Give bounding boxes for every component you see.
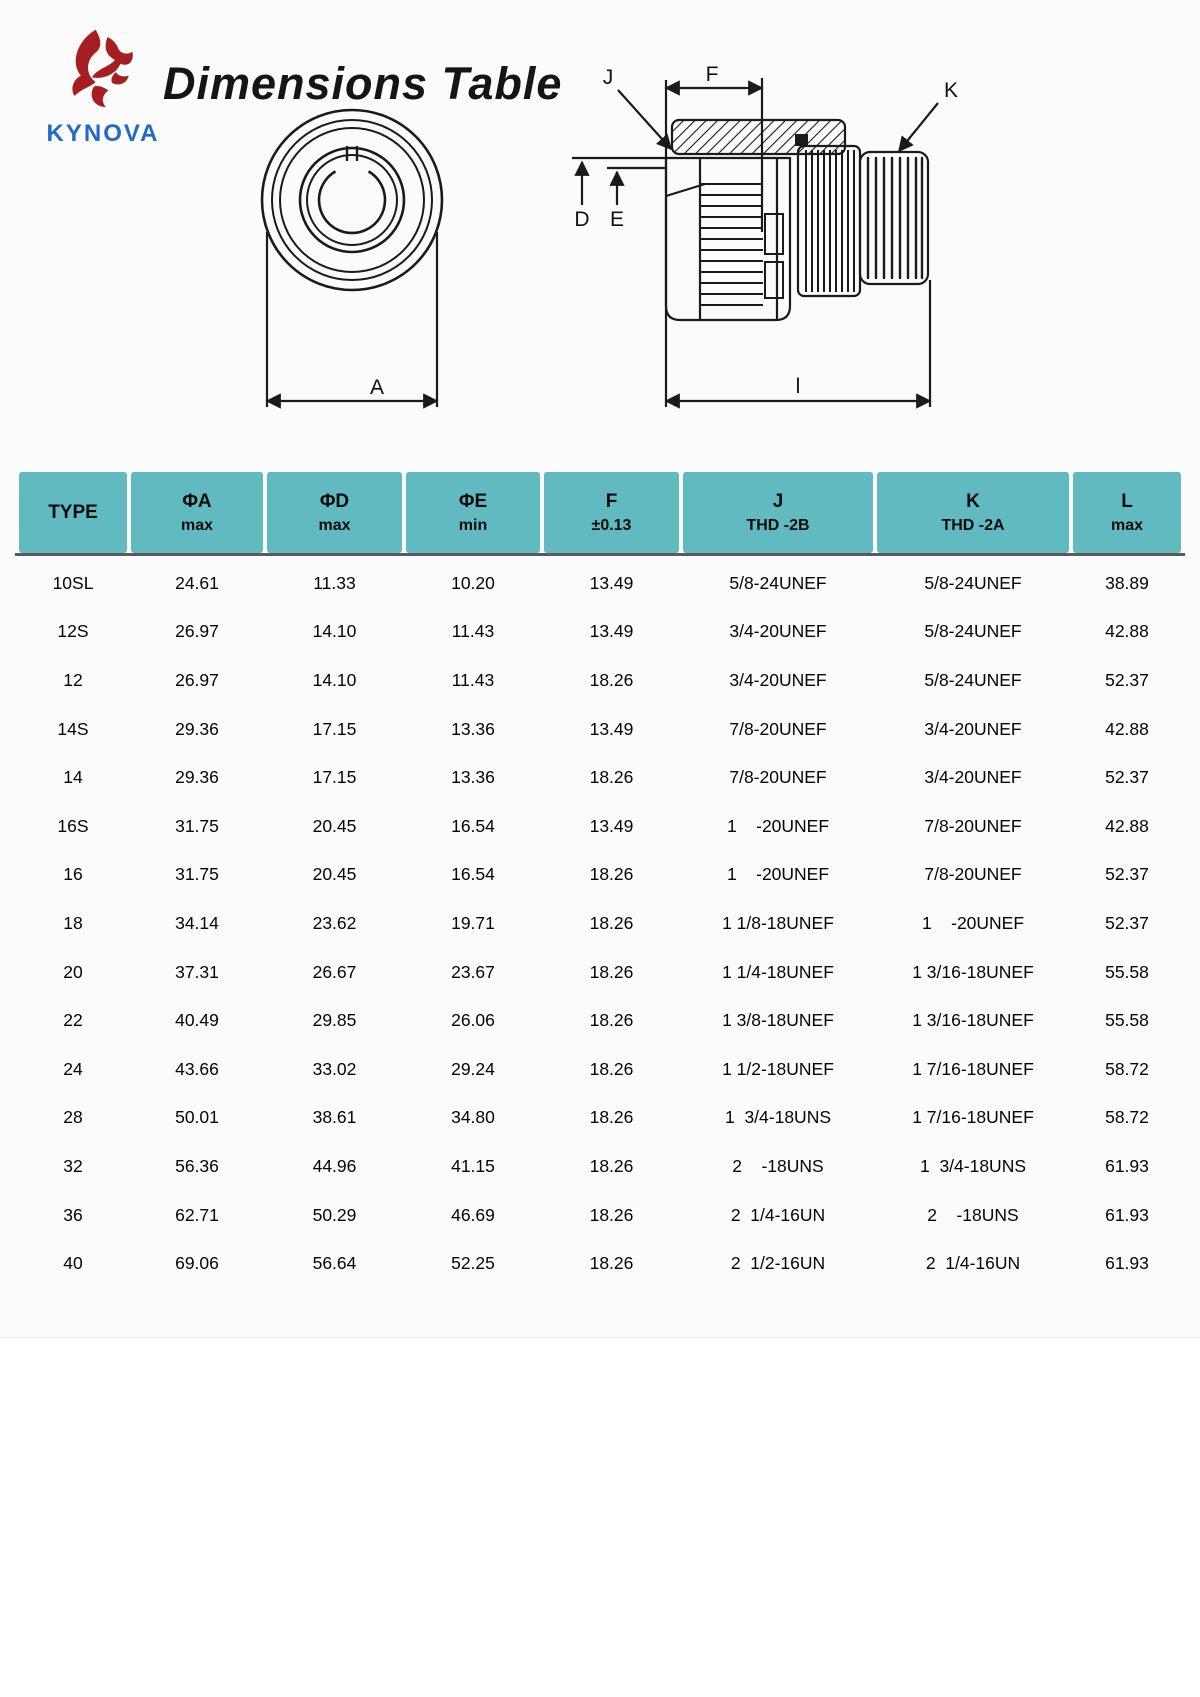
col-header-phi-d [267,472,402,553]
cell-phi_a_max: 29.36 [175,718,219,739]
cell-phi_d_max: 14.10 [312,621,357,642]
connector-technical-drawing [228,55,998,425]
cell-l_max: 52.37 [1105,767,1149,788]
cell-j_thd_2b: 1 3/8-18UNEF [722,1010,834,1031]
cell-type: 40 [63,1253,83,1274]
cell-phi_a_max: 62.71 [175,1204,219,1225]
cell-phi_d_max: 17.15 [312,718,357,739]
cell-phi_e_min: 46.69 [451,1204,495,1225]
cell-phi_a_max: 56.36 [175,1155,219,1176]
cell-type: 14S [57,718,89,739]
dim-label-f: F [705,63,719,86]
cell-j_thd_2b: 1 1/2-18UNEF [722,1058,834,1079]
cell-phi_d_max: 26.67 [312,961,357,982]
cell-phi_e_min: 26.06 [451,1010,495,1031]
cell-k_thd_2a: 2 -18UNS [927,1204,1019,1225]
cell-phi_d_max: 38.61 [312,1107,357,1128]
cell-phi_d_max: 56.64 [312,1253,357,1274]
cell-k_thd_2a: 7/8-20UNEF [924,815,1022,836]
cell-phi_e_min: 52.25 [451,1253,495,1274]
cell-k_thd_2a: 5/8-24UNEF [924,621,1022,642]
col-header-sublabel: ±0.13 [591,516,632,534]
dimensions-table [15,472,1185,1288]
cell-k_thd_2a: 3/4-20UNEF [924,718,1022,739]
cell-f_tol: 18.26 [589,1107,634,1128]
side-view [572,78,938,407]
cell-f_tol: 18.26 [589,1155,634,1176]
cell-j_thd_2b: 3/4-20UNEF [729,621,827,642]
dim-label-d: D [574,208,590,231]
cell-phi_e_min: 29.24 [451,1058,495,1079]
cell-phi_e_min: 16.54 [451,815,495,836]
cell-type: 22 [63,1010,83,1031]
cell-phi_a_max: 69.06 [175,1253,219,1274]
cell-phi_e_min: 13.36 [451,767,495,788]
col-header-sublabel: max [318,516,351,534]
cell-f_tol: 13.49 [589,572,634,593]
table-row [19,753,1181,802]
cell-phi_e_min: 11.43 [451,669,495,690]
table-row [19,948,1181,997]
cell-j_thd_2b: 1 -20UNEF [726,864,830,885]
cell-f_tol: 13.49 [589,718,634,739]
cell-k_thd_2a: 1 7/16-18UNEF [912,1058,1034,1079]
cell-l_max: 58.72 [1105,1058,1149,1079]
cell-type: 16 [63,864,83,885]
col-header-label: ΦA [182,490,212,512]
brand-logo [38,26,168,148]
table-row [19,802,1181,851]
col-header-label: K [966,490,980,512]
page-title: Dimensions Table [163,58,563,109]
cell-j_thd_2b: 2 1/2-16UN [730,1253,826,1274]
cell-j_thd_2b: 1 -20UNEF [726,815,830,836]
cell-phi_e_min: 41.15 [451,1155,495,1176]
cell-phi_d_max: 14.10 [312,669,357,690]
cell-l_max: 38.89 [1105,572,1149,593]
cell-j_thd_2b: 1 1/8-18UNEF [722,912,834,933]
cell-phi_a_max: 37.31 [175,961,219,982]
cell-phi_d_max: 20.45 [312,864,357,885]
cell-phi_d_max: 33.02 [312,1058,357,1079]
cell-phi_e_min: 23.67 [451,961,495,982]
cell-phi_e_min: 16.54 [451,864,495,885]
cell-j_thd_2b: 1 3/4-18UNS [724,1107,832,1128]
cell-type: 28 [63,1107,83,1128]
col-header-sublabel: THD -2A [941,516,1005,534]
cell-k_thd_2a: 5/8-24UNEF [924,669,1022,690]
cell-f_tol: 13.49 [589,815,634,836]
dim-label-l: l [795,375,801,398]
cell-k_thd_2a: 1 3/16-18UNEF [912,961,1034,982]
col-header-j [683,472,873,553]
cell-type: 12S [57,621,89,642]
cell-k_thd_2a: 1 3/16-18UNEF [912,1010,1034,1031]
cell-type: 14 [63,767,83,788]
cell-phi_d_max: 17.15 [312,767,357,788]
cell-type: 10SL [52,572,94,593]
cell-f_tol: 18.26 [589,1253,634,1274]
table-row [19,851,1181,900]
table-row [19,705,1181,754]
cell-l_max: 61.93 [1105,1155,1149,1176]
cell-k_thd_2a: 5/8-24UNEF [924,572,1022,593]
cell-phi_e_min: 19.71 [451,912,495,933]
cell-type: 36 [63,1204,83,1225]
cell-f_tol: 18.26 [589,669,634,690]
table-row [19,899,1181,948]
col-header-label: TYPE [48,501,98,523]
cell-j_thd_2b: 2 1/4-16UN [730,1204,826,1225]
table-row [19,1045,1181,1094]
col-header-l [1073,472,1181,553]
cell-phi_e_min: 11.43 [451,621,495,642]
cell-f_tol: 13.49 [589,621,634,642]
cell-phi_a_max: 24.61 [175,572,219,593]
dim-label-e: E [609,208,625,231]
cell-l_max: 61.93 [1105,1253,1149,1274]
cell-l_max: 42.88 [1105,621,1149,642]
cell-phi_e_min: 10.20 [451,572,495,593]
cell-phi_d_max: 23.62 [312,912,357,933]
cell-phi_d_max: 20.45 [312,815,357,836]
cell-j_thd_2b: 2 -18UNS [732,1155,824,1176]
col-header-label: F [605,490,618,512]
cell-l_max: 52.37 [1105,669,1149,690]
dim-label-j: J [602,66,614,89]
cell-l_max: 52.37 [1105,912,1149,933]
table-body [19,553,1181,1288]
cell-phi_a_max: 26.97 [175,621,219,642]
cell-phi_e_min: 34.80 [451,1107,495,1128]
col-header-label: J [772,490,784,512]
cell-j_thd_2b: 1 1/4-18UNEF [722,961,834,982]
cell-l_max: 42.88 [1105,718,1149,739]
cell-f_tol: 18.26 [589,961,634,982]
table-row [19,1191,1181,1240]
col-header-label: ΦE [458,490,488,512]
table-row [19,996,1181,1045]
cell-j_thd_2b: 7/8-20UNEF [729,767,827,788]
cell-type: 12 [63,669,83,690]
cell-l_max: 42.88 [1105,815,1149,836]
col-header-k [877,472,1069,553]
cell-phi_a_max: 43.66 [175,1058,219,1079]
cell-j_thd_2b: 3/4-20UNEF [729,669,827,690]
table-row [19,1239,1181,1288]
cell-phi_d_max: 11.33 [313,572,356,593]
cell-phi_a_max: 50.01 [175,1107,219,1128]
cell-phi_a_max: 26.97 [175,669,219,690]
cell-type: 18 [63,912,83,933]
cell-phi_a_max: 40.49 [175,1010,219,1031]
dim-label-k: K [943,79,959,102]
cell-phi_a_max: 34.14 [175,912,219,933]
col-header-label: L [1121,490,1133,512]
cell-l_max: 58.72 [1105,1107,1149,1128]
cell-phi_a_max: 29.36 [175,767,219,788]
cell-phi_d_max: 50.29 [312,1204,357,1225]
cell-f_tol: 18.26 [589,767,634,788]
cell-phi_e_min: 13.36 [451,718,495,739]
cell-phi_a_max: 31.75 [175,864,219,885]
cell-phi_d_max: 29.85 [312,1010,357,1031]
cell-k_thd_2a: 7/8-20UNEF [924,864,1022,885]
cell-j_thd_2b: 5/8-24UNEF [729,572,827,593]
cell-f_tol: 18.26 [589,1058,634,1079]
table-row [19,656,1181,705]
col-header-type [19,472,127,553]
cell-type: 16S [57,815,89,836]
cell-k_thd_2a: 1 7/16-18UNEF [912,1107,1034,1128]
cell-f_tol: 18.26 [589,1204,634,1225]
cell-k_thd_2a: 1 3/4-18UNS [919,1155,1027,1176]
cell-k_thd_2a: 2 1/4-16UN [925,1253,1021,1274]
table-row [19,553,1181,608]
brand-name: KYNOVA [46,120,160,147]
cell-type: 20 [63,961,83,982]
col-header-sublabel: min [458,516,488,534]
front-view [262,110,442,407]
flame-logo-icon [51,26,155,118]
col-header-phi-a [131,472,263,553]
col-header-sublabel: max [180,516,214,534]
cell-l_max: 55.58 [1105,1010,1149,1031]
col-header-f [544,472,679,553]
table-row [19,1142,1181,1191]
cell-l_max: 55.58 [1105,961,1149,982]
table-row [19,608,1181,657]
col-header-label: ΦD [319,490,350,512]
cell-phi_a_max: 31.75 [175,815,219,836]
cell-type: 24 [63,1058,83,1079]
cell-j_thd_2b: 7/8-20UNEF [729,718,827,739]
cell-f_tol: 18.26 [589,1010,634,1031]
cell-k_thd_2a: 3/4-20UNEF [924,767,1022,788]
cell-phi_d_max: 44.96 [312,1155,357,1176]
table-header [19,472,1181,553]
cell-f_tol: 18.26 [589,864,634,885]
table-row [19,1094,1181,1143]
cell-l_max: 61.93 [1105,1204,1149,1225]
cell-type: 32 [63,1155,83,1176]
col-header-sublabel: max [1110,516,1144,534]
cell-k_thd_2a: 1 -20UNEF [921,912,1025,933]
dimensions-table-wrap [15,472,1185,1288]
dim-label-a: A [369,376,385,399]
col-header-sublabel: THD -2B [746,516,810,534]
cell-l_max: 52.37 [1105,864,1149,885]
header-underline [15,553,1185,556]
cell-f_tol: 18.26 [589,912,634,933]
col-header-phi-e [406,472,540,553]
